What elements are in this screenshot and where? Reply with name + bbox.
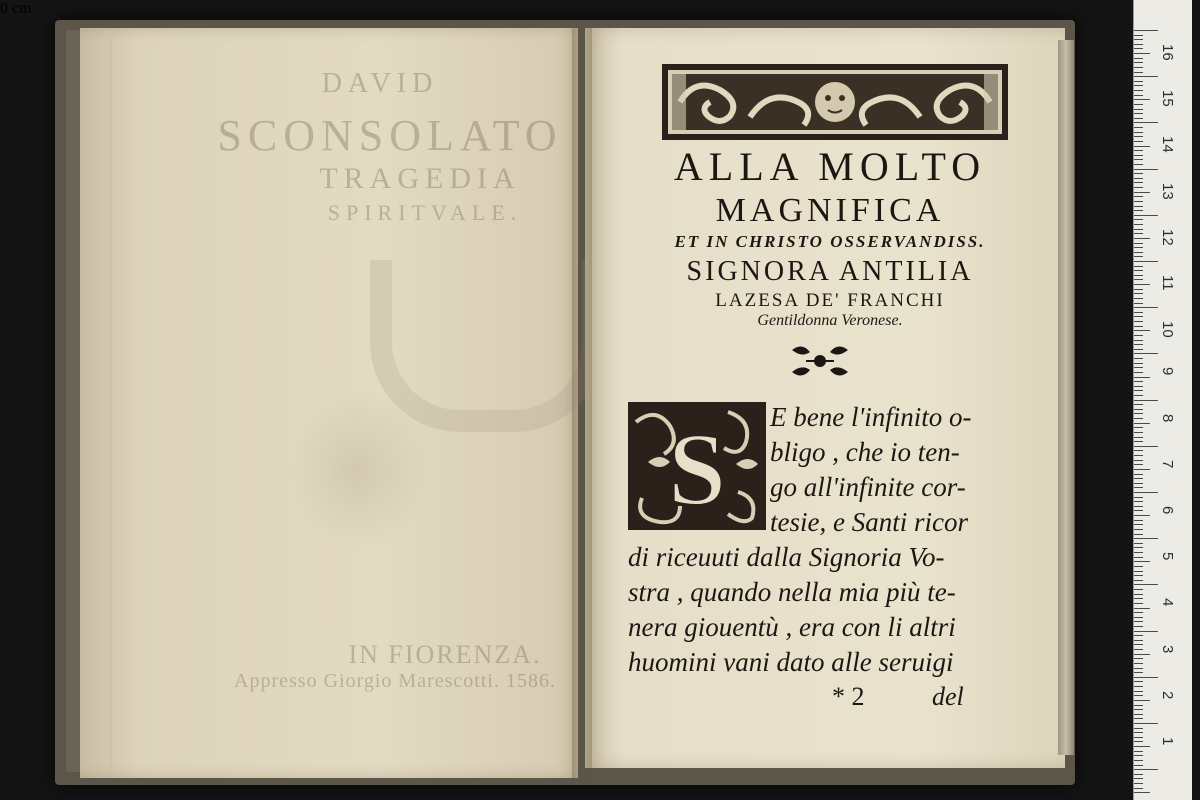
ruler-number: 13	[1159, 182, 1176, 200]
ruler-tick	[1134, 566, 1143, 567]
ruler-tick	[1134, 95, 1143, 96]
ruler-tick	[1134, 229, 1143, 230]
signature-mark: * 2	[832, 682, 865, 711]
body-line-6: stra , quando nella mia più te-	[628, 577, 956, 607]
ruler-tick	[1134, 247, 1143, 248]
ruler-tick	[1134, 469, 1150, 470]
ruler-tick	[1134, 492, 1158, 493]
ruler-number: 8	[1159, 413, 1176, 422]
ruler-tick	[1134, 506, 1143, 507]
book-gutter	[572, 28, 592, 778]
ruler-tick	[1134, 173, 1143, 174]
ruler-tick	[1134, 765, 1143, 766]
showthrough-line-5: IN FIORENZA.	[348, 640, 542, 669]
ruler-number: 1	[1159, 737, 1176, 746]
fleuron-ornament	[788, 342, 852, 380]
ruler-number: 12	[1159, 228, 1176, 246]
ruler-tick	[1134, 589, 1143, 590]
ruler-tick	[1134, 746, 1150, 747]
ruler-tick	[1134, 455, 1143, 456]
ruler-tick	[1134, 400, 1158, 401]
ruler-tick	[1134, 404, 1143, 405]
ruler-tick	[1134, 321, 1143, 322]
ruler-tick	[1134, 672, 1143, 673]
ruler-tick	[1134, 718, 1143, 719]
ruler-tick	[1134, 608, 1150, 609]
ruler-tick	[1134, 575, 1143, 576]
ruler-number: 9	[1159, 367, 1176, 376]
ruler-tick	[1134, 150, 1143, 151]
body-line-2: bligo , che io ten-	[770, 437, 960, 467]
ruler-tick	[1134, 159, 1143, 160]
ruler-tick	[1134, 81, 1143, 82]
ruler-tick	[1134, 520, 1143, 521]
ruler-number: 14	[1159, 136, 1176, 154]
ruler-tick	[1134, 644, 1143, 645]
ruler-tick	[1134, 62, 1143, 63]
ruler-tick	[1134, 547, 1143, 548]
ruler-tick	[1134, 381, 1143, 382]
ruler-tick	[1134, 561, 1150, 562]
ruler-tick	[1134, 252, 1143, 253]
showthrough-line-6: Appresso Giorgio Marescotti. 1586.	[234, 670, 556, 692]
ruler-number: 5	[1159, 552, 1176, 561]
heading-line-6: Gentildonna Veronese.	[757, 312, 903, 329]
ruler-tick	[1134, 654, 1150, 655]
ruler-tick	[1134, 571, 1143, 572]
ruler-tick	[1134, 478, 1143, 479]
ruler-tick	[1134, 293, 1143, 294]
heading-line-1: ALLA MOLTO	[673, 144, 987, 189]
heading-line-3: ET IN CHRISTO OSSERVANDISS.	[674, 232, 986, 251]
ruler-tick	[1134, 279, 1143, 280]
ruler-tick	[1134, 626, 1143, 627]
ruler-tick	[1134, 603, 1143, 604]
ruler-tick	[1134, 316, 1143, 317]
ruler-tick	[1134, 437, 1143, 438]
ruler-tick	[1134, 741, 1143, 742]
ruler-tick	[1134, 270, 1143, 271]
ruler-number: 15	[1159, 90, 1176, 107]
ruler-tick	[1134, 187, 1143, 188]
ruler-tick	[1134, 427, 1143, 428]
ruler-tick	[1134, 700, 1150, 701]
ruler-tick	[1134, 418, 1143, 419]
ruler-tick	[1134, 146, 1150, 147]
ruler-tick	[1134, 677, 1158, 678]
ruler-tick	[1134, 289, 1143, 290]
ruler-tick	[1134, 774, 1143, 775]
ruler-tick	[1134, 132, 1143, 133]
drop-cap-letter: S	[668, 412, 726, 527]
ruler-tick	[1134, 164, 1143, 165]
ruler-tick	[1134, 141, 1143, 142]
ruler-number: 11	[1159, 275, 1176, 291]
ruler-tick	[1134, 737, 1143, 738]
ruler-tick	[1134, 778, 1143, 779]
ruler-tick	[1134, 663, 1143, 664]
ruler-tick	[1134, 386, 1143, 387]
ruler-tick	[1134, 377, 1150, 378]
ruler-tick	[1134, 515, 1150, 516]
ruler-tick	[1134, 344, 1143, 345]
ruler-tick	[1134, 635, 1143, 636]
ruler-tick	[1134, 284, 1150, 285]
ruler-tick	[1134, 460, 1143, 461]
ruler-tick	[1134, 326, 1143, 327]
ruler-tick	[1134, 617, 1143, 618]
ruler-tick	[1134, 335, 1143, 336]
ruler-tick	[1134, 224, 1143, 225]
ruler-tick	[1134, 423, 1150, 424]
body-line-1: E bene l'infinito o-	[770, 402, 972, 432]
ruler-tick	[1134, 67, 1143, 68]
museum-watermark	[370, 260, 604, 432]
showthrough-line-2: SCONSOLATO	[217, 111, 563, 160]
ruler-tick	[1134, 58, 1143, 59]
ruler-tick	[1134, 358, 1143, 359]
ruler-tick	[1134, 723, 1158, 724]
ruler-tick	[1134, 714, 1143, 715]
ruler-tick	[1134, 118, 1143, 119]
catchword: del	[932, 682, 964, 711]
ruler-unit-label: 0 cm	[0, 0, 32, 17]
ruler-tick	[1134, 557, 1143, 558]
showthrough-line-4: SPIRITVALE.	[327, 200, 523, 225]
ruler-tick	[1134, 256, 1143, 257]
ruler-tick	[1134, 552, 1143, 553]
ruler-tick	[1134, 487, 1143, 488]
ruler-tick	[1134, 238, 1150, 239]
ruler-tick	[1134, 446, 1158, 447]
ruler-tick	[1134, 48, 1143, 49]
ruler-tick	[1134, 413, 1143, 414]
ruler-tick	[1134, 395, 1143, 396]
ruler-tick	[1134, 543, 1143, 544]
ruler-tick	[1134, 510, 1143, 511]
ruler-tick	[1134, 464, 1143, 465]
ruler-tick	[1134, 524, 1143, 525]
ruler-tick	[1134, 594, 1143, 595]
ruler-tick	[1134, 307, 1158, 308]
body-line-3: go all'infinite cor-	[770, 472, 966, 502]
ruler-tick	[1134, 243, 1143, 244]
ruler-tick	[1134, 598, 1143, 599]
ruler-tick	[1134, 215, 1158, 216]
ruler-tick	[1134, 53, 1150, 54]
ruler-tick	[1134, 196, 1143, 197]
ruler-tick	[1134, 136, 1143, 137]
ruler-tick	[1134, 792, 1150, 793]
ruler-tick	[1134, 534, 1143, 535]
ruler-tick	[1134, 529, 1143, 530]
body-line-7: nera giouentù , era con li altri	[628, 612, 956, 642]
ruler-tick	[1134, 501, 1143, 502]
ruler-tick	[1134, 298, 1143, 299]
ruler-number: 6	[1159, 506, 1176, 515]
ruler-tick	[1134, 303, 1143, 304]
ruler-tick	[1134, 691, 1143, 692]
ruler-tick	[1134, 330, 1150, 331]
ruler-tick	[1134, 681, 1143, 682]
ruler-tick	[1134, 372, 1143, 373]
ruler-tick	[1134, 686, 1143, 687]
ruler-tick	[1134, 201, 1143, 202]
ruler-tick	[1134, 760, 1143, 761]
ruler-tick	[1134, 104, 1143, 105]
ruler-number: 7	[1159, 459, 1176, 469]
ruler-tick	[1134, 155, 1143, 156]
ruler-tick	[1134, 127, 1143, 128]
ruler-tick	[1134, 363, 1143, 364]
ruler-tick	[1134, 35, 1143, 36]
ruler-tick	[1134, 122, 1158, 123]
ruler-tick	[1134, 90, 1143, 91]
heading-line-5: LAZESA DE' FRANCHI	[715, 290, 945, 311]
printer-device-showthrough	[290, 390, 430, 550]
ruler-tick	[1134, 349, 1143, 350]
ruler-number: 2	[1159, 690, 1176, 700]
ruler-tick	[1134, 755, 1143, 756]
ruler-number: 3	[1159, 644, 1176, 653]
ruler-tick	[1134, 497, 1143, 498]
ruler-tick	[1134, 432, 1143, 433]
ruler-tick	[1134, 99, 1150, 100]
ruler-tick	[1134, 621, 1143, 622]
body-line-4: tesie, e Santi ricor	[770, 507, 968, 537]
ruler-tick	[1134, 178, 1143, 179]
ruler-tick	[1134, 169, 1158, 170]
ruler-tick	[1134, 649, 1143, 650]
ruler-tick	[1134, 769, 1158, 770]
ruler-tick	[1134, 85, 1143, 86]
ruler-tick	[1134, 732, 1143, 733]
ruler-tick	[1134, 695, 1143, 696]
ruler-tick	[1134, 261, 1158, 262]
ruler-tick	[1134, 474, 1143, 475]
ruler-tick	[1134, 728, 1143, 729]
ruler-number: 4	[1159, 598, 1176, 607]
ruler-tick	[1134, 390, 1143, 391]
ruler-tick	[1134, 631, 1158, 632]
ruler-tick	[1134, 788, 1143, 789]
ruler-tick	[1134, 483, 1143, 484]
ruler-number: 16	[1159, 44, 1176, 61]
ruler-tick	[1134, 409, 1143, 410]
ruler-tick	[1134, 206, 1143, 207]
ruler-number: 10	[1159, 321, 1176, 338]
ruler-tick	[1134, 266, 1143, 267]
ruler-tick	[1134, 233, 1143, 234]
decorated-initial-s	[628, 402, 766, 530]
ruler-tick	[1134, 76, 1158, 77]
showthrough-line-1: DAVID	[321, 68, 439, 99]
ruler-tick	[1134, 450, 1143, 451]
ruler-tick	[1134, 705, 1143, 706]
ruler-tick	[1134, 751, 1143, 752]
ruler-tick	[1134, 538, 1158, 539]
measuring-ruler	[1133, 0, 1192, 800]
ruler-tick	[1134, 783, 1143, 784]
ruler-tick	[1134, 658, 1143, 659]
ruler-tick	[1134, 367, 1143, 368]
body-line-5: di riceuuti dalla Signoria Vo-	[628, 542, 945, 572]
ruler-tick	[1134, 210, 1143, 211]
ruler-tick	[1134, 30, 1158, 31]
ruler-tick	[1134, 312, 1143, 313]
heading-line-4: SIGNORA ANTILIA	[686, 256, 974, 287]
ruler-tick	[1134, 640, 1143, 641]
ruler-tick	[1134, 580, 1143, 581]
ruler-tick	[1134, 192, 1150, 193]
ruler-tick	[1134, 113, 1143, 114]
ruler-tick	[1134, 612, 1143, 613]
showthrough-line-3: TRAGEDIA	[319, 162, 521, 195]
ruler-tick	[1134, 219, 1143, 220]
heading-line-2: MAGNIFICA	[715, 192, 945, 229]
ruler-tick	[1134, 340, 1143, 341]
ruler-tick	[1134, 584, 1158, 585]
ruler-tick	[1134, 353, 1158, 354]
ruler-tick	[1134, 39, 1143, 40]
body-line-8: huomini vani dato alle seruigi	[628, 647, 954, 677]
ruler-tick	[1134, 109, 1143, 110]
ruler-tick	[1134, 72, 1143, 73]
ruler-tick	[1134, 441, 1143, 442]
right-page-edge	[1058, 40, 1074, 755]
ruler-tick	[1134, 44, 1143, 45]
ruler-tick	[1134, 668, 1143, 669]
ruler-tick	[1134, 182, 1143, 183]
ruler-tick	[1134, 709, 1143, 710]
ruler-tick	[1134, 275, 1143, 276]
